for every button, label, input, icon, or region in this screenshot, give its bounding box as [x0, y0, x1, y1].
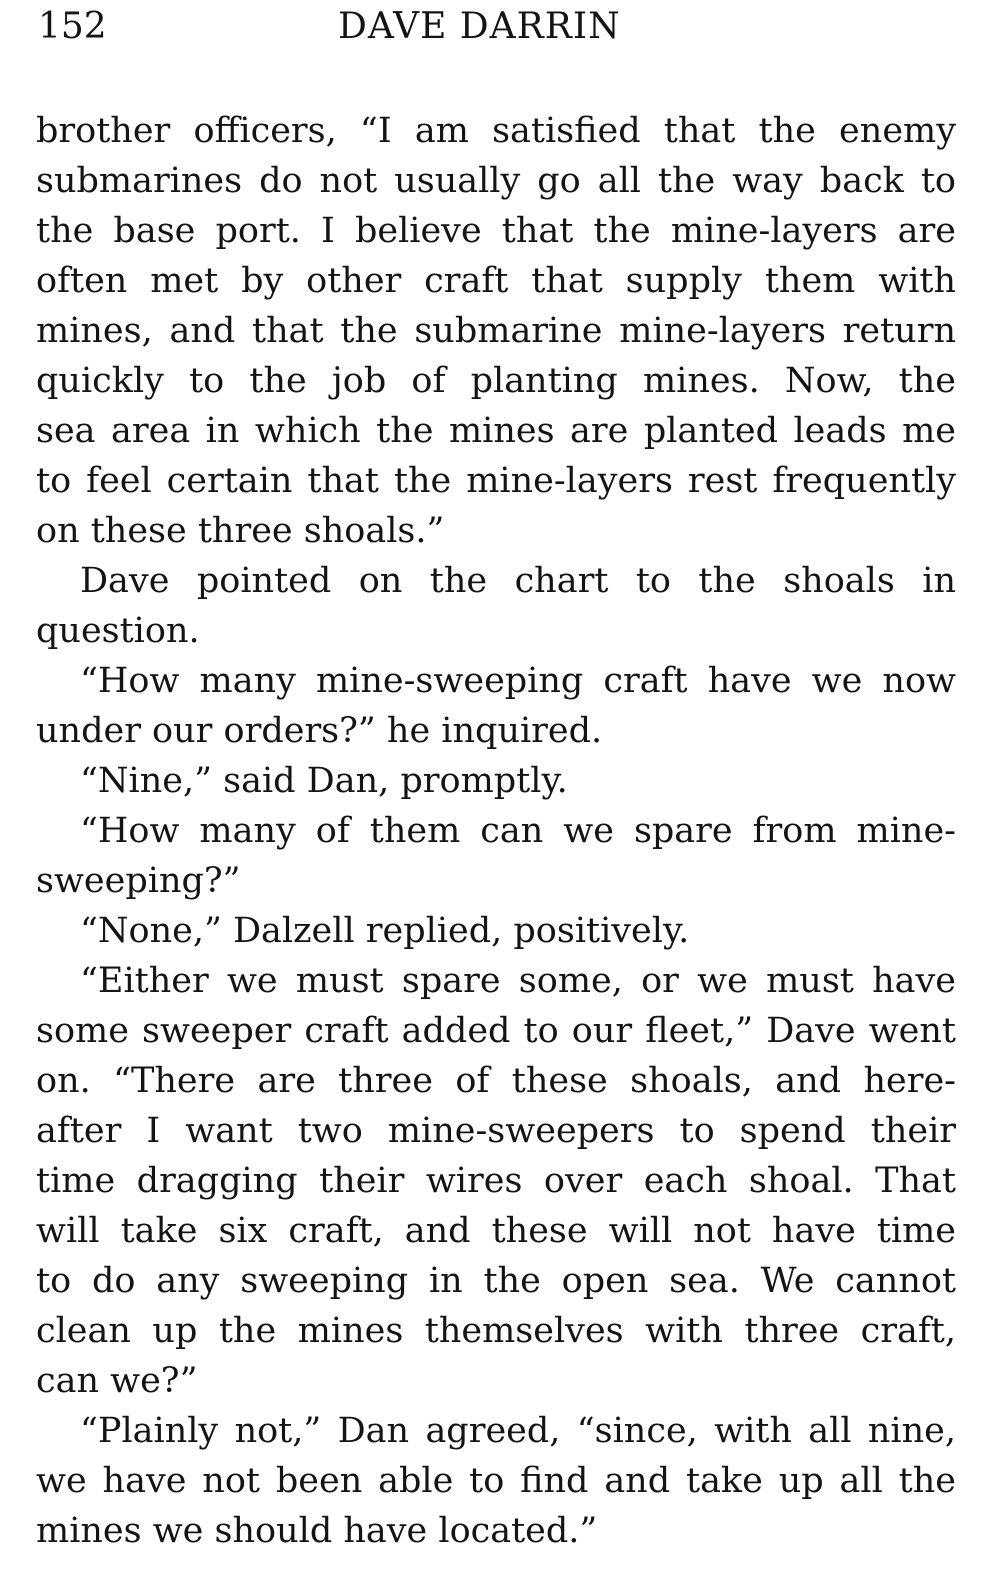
text-line: question.	[36, 611, 200, 651]
paragraph	[36, 756, 956, 806]
text-line: to do any sweeping in the open sea. We cannot	[36, 1261, 956, 1301]
text-line: under our orders?” he inquired.	[36, 711, 603, 751]
text-line: on. “There are three of these shoals, and here-	[36, 1061, 956, 1101]
text-line: “Nine,” said Dan, promptly.	[80, 761, 568, 801]
text-line: “None,” Dalzell replied, positively.	[80, 911, 690, 951]
book-title: DAVE DARRIN	[338, 6, 621, 47]
page-number: 152	[38, 6, 107, 47]
text-line: often met by other craft that supply them with	[36, 261, 956, 301]
text-line: “How many mine-sweeping craft have we now	[80, 661, 956, 701]
paragraph	[36, 1406, 956, 1556]
text-line: can we?”	[36, 1361, 198, 1401]
text-line: mines we should have located.”	[36, 1511, 598, 1551]
text-line: sea area in which the mines are planted leads me	[36, 411, 956, 451]
text-line: “How many of them can we spare from mine-	[80, 811, 956, 851]
paragraph	[36, 806, 956, 906]
text-line: we have not been able to find and take up all the	[36, 1461, 956, 1501]
body-text	[36, 106, 956, 1556]
text-line: the base port. I believe that the mine-layers are	[36, 211, 956, 251]
text-line: Dave pointed on the chart to the shoals in	[80, 561, 956, 601]
paragraph	[36, 956, 956, 1406]
text-line: to feel certain that the mine-layers rest frequently	[36, 461, 956, 501]
paragraph	[36, 106, 956, 556]
text-line: will take six craft, and these will not have time	[36, 1211, 956, 1251]
text-line: after I want two mine-sweepers to spend their	[36, 1111, 956, 1151]
text-line: time dragging their wires over each shoal. That	[36, 1161, 956, 1201]
text-line: clean up the mines themselves with three craft,	[36, 1311, 956, 1351]
text-line: sweeping?”	[36, 861, 241, 901]
paragraph	[36, 906, 956, 956]
paragraph	[36, 656, 956, 756]
text-line: mines, and that the submarine mine-layers return	[36, 311, 956, 351]
text-line: “Either we must spare some, or we must have	[80, 961, 956, 1001]
paragraph	[36, 556, 956, 656]
running-head	[38, 4, 958, 50]
text-line: some sweeper craft added to our fleet,” Dave went	[36, 1011, 956, 1051]
text-line: quickly to the job of planting mines. Now, the	[36, 361, 956, 401]
text-line: submarines do not usually go all the way back to	[36, 161, 956, 201]
text-line: “Plainly not,” Dan agreed, “since, with all nine,	[80, 1411, 956, 1451]
text-line: on these three shoals.”	[36, 511, 445, 551]
text-line: brother officers, “I am satisfied that the enemy	[36, 111, 956, 151]
